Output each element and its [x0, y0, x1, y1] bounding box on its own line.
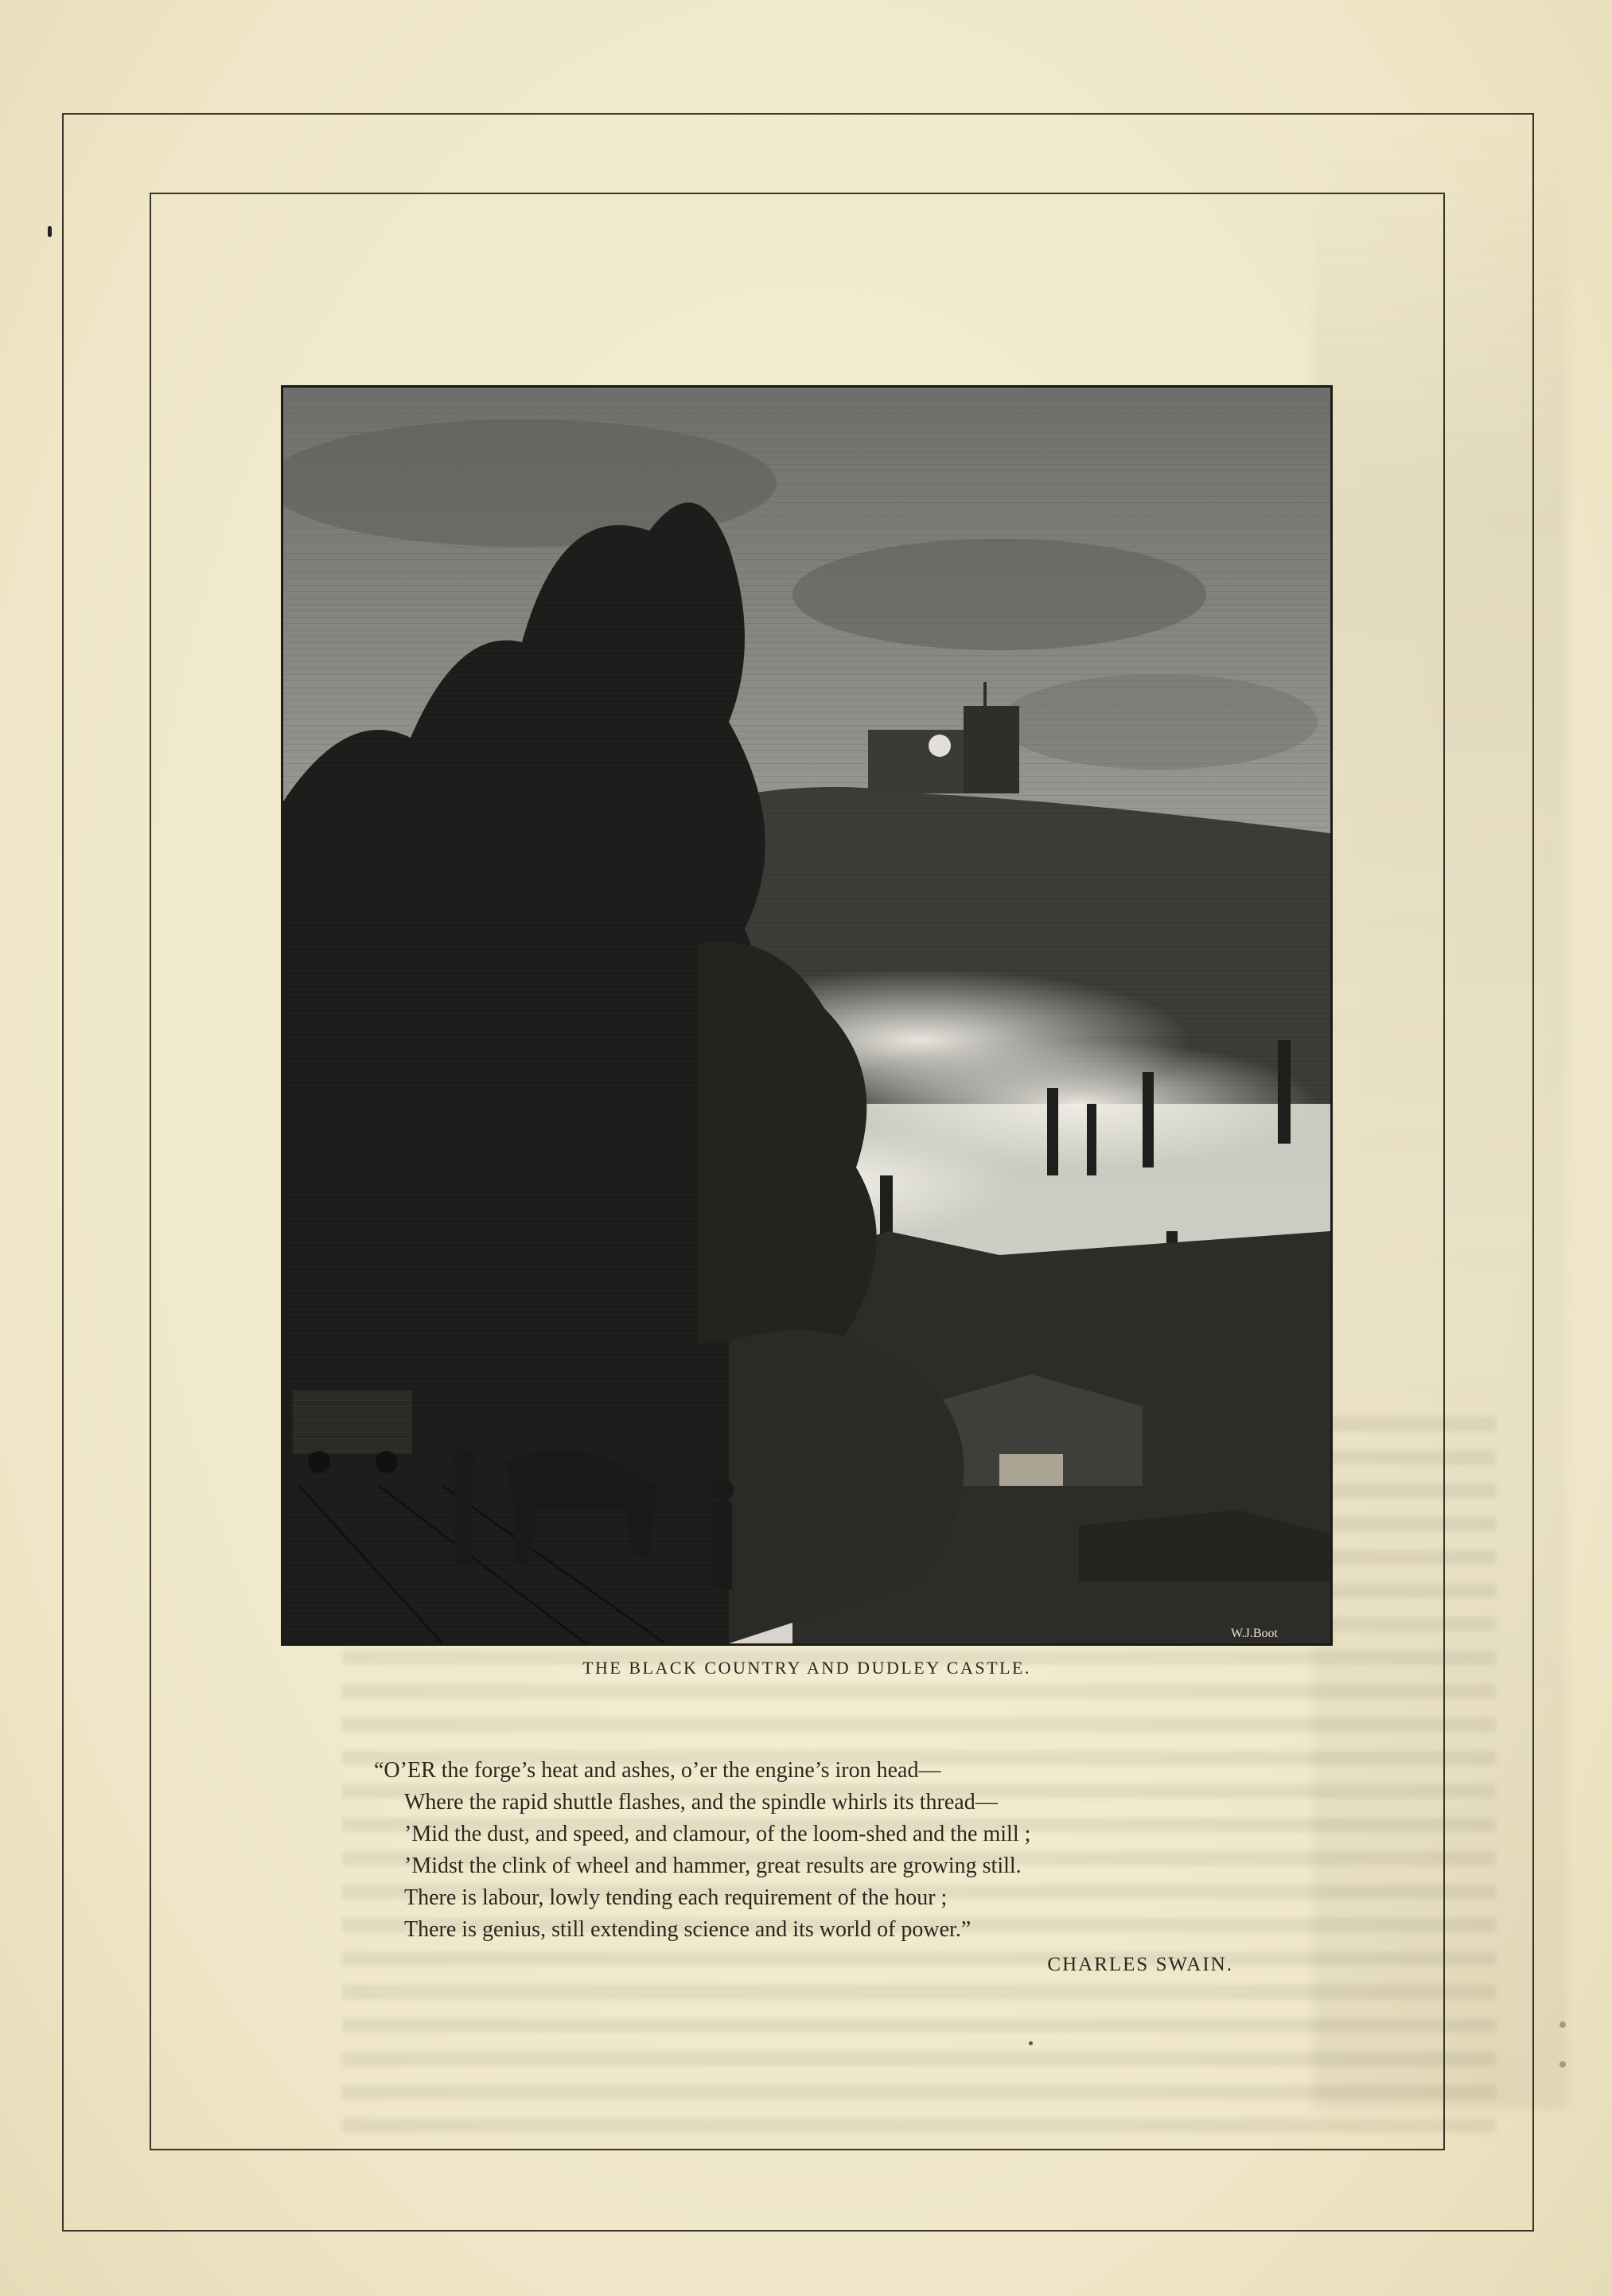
- binding-mark: [1559, 2021, 1566, 2028]
- poem-attribution: CHARLES SWAIN.: [1047, 1954, 1233, 1975]
- poem-line: “O’ER the forge’s heat and ashes, o’er the engine’s iron head—: [374, 1758, 941, 1783]
- cloud: [792, 539, 1206, 650]
- binding-mark: [1559, 2061, 1566, 2068]
- poem-line: Where the rapid shuttle flashes, and the spindle whirls its thread—: [404, 1790, 998, 1815]
- printer-dot: [1029, 2041, 1033, 2045]
- poem-line: ’Mid the dust, and speed, and clamour, of the loom-shed and the mill ;: [404, 1822, 1031, 1846]
- engraving-illustration: [281, 385, 1333, 1646]
- poem-quote: [374, 1755, 1265, 1946]
- poem-line: There is labour, lowly tending each requirement of the hour ;: [404, 1885, 948, 1910]
- cloud: [999, 674, 1318, 770]
- poem-line: ’Midst the clink of wheel and hammer, great results are growing still.: [404, 1854, 1022, 1878]
- illustration-caption: THE BLACK COUNTRY AND DUDLEY CASTLE.: [582, 1658, 1031, 1678]
- margin-mark: [48, 226, 52, 237]
- engraving-drawing: [283, 388, 1330, 1643]
- engraver-signature: W.J.Boot: [1231, 1627, 1278, 1640]
- poem-line: There is genius, still extending science and its world of power.”: [404, 1917, 971, 1942]
